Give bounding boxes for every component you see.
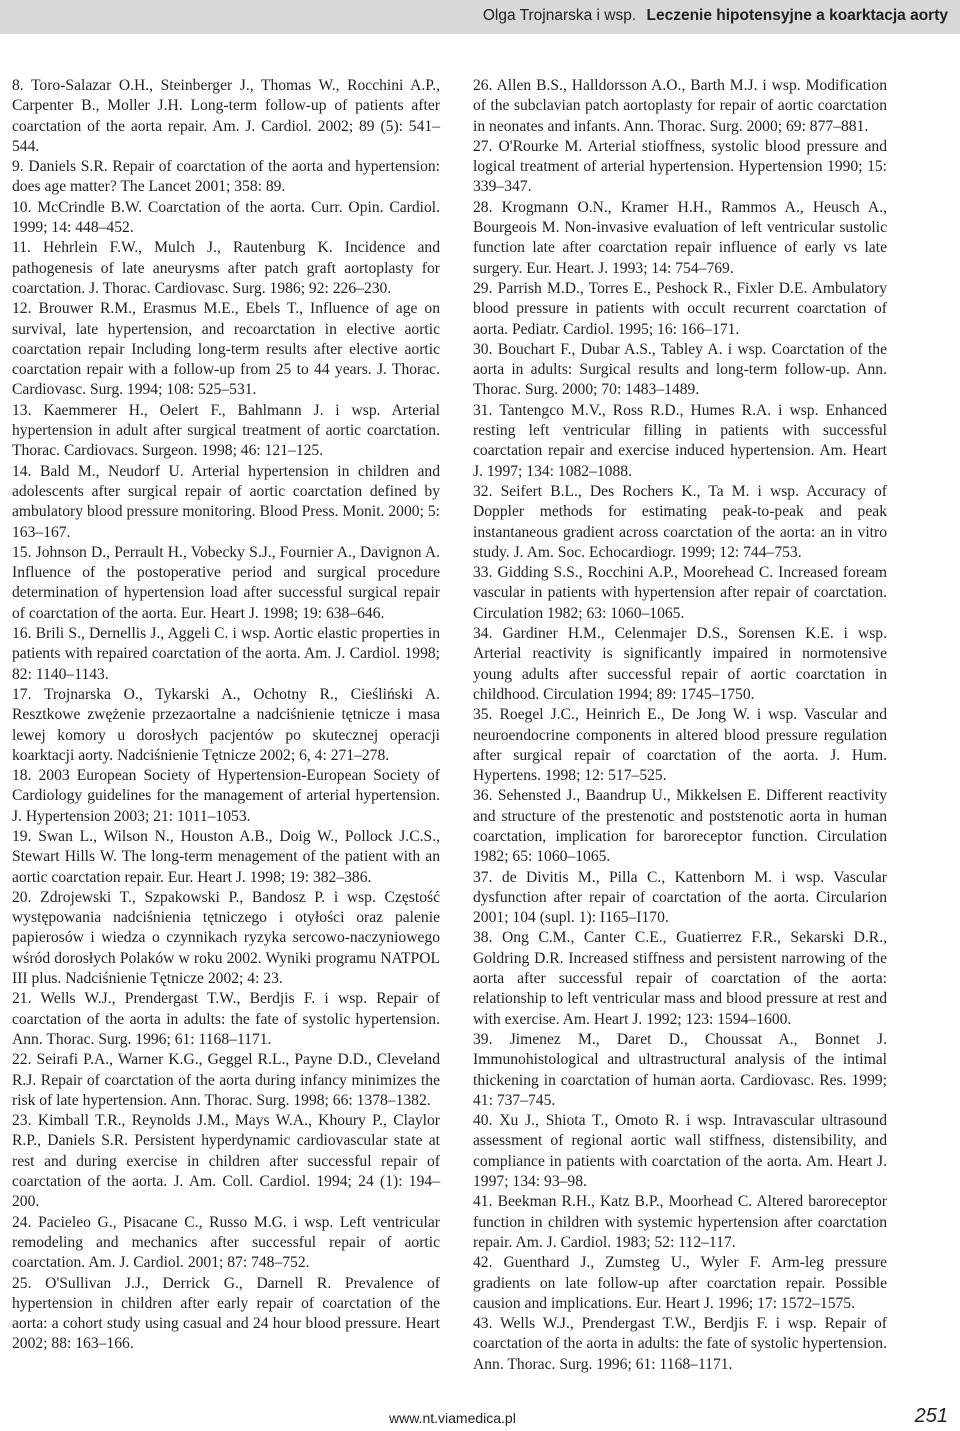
running-header	[0, 0, 960, 34]
reference-item: 33. Gidding S.S., Rocchini A.P., Moorehead C. Increased foream vascular in patients with hypertension after repair of coarctation. Circulation 1982; 63: 1060–1065.	[473, 564, 887, 622]
reference-item: 16. Brili S., Dernellis J., Aggeli C. i wsp. Aortic elastic properties in patients with repaired coarctation of the aorta. Am. J. Cardiol. 1998; 82: 1140–1143.	[12, 625, 440, 683]
reference-item: 42. Guenthard J., Zumsteg U., Wyler F. Arm-leg pressure gradients on late follow-up after coarctation repair. Possible causion and implications. Eur. Heart J. 1996; 17: 1572–1575.	[473, 1254, 887, 1312]
reference-item: 24. Pacieleo G., Pisacane C., Russo M.G. i wsp. Left ventricular remodeling and mechanics after successful repair of aortic coarctation. Am. J. Cardiol. 2001; 87: 748–752.	[12, 1213, 440, 1272]
running-header-text	[483, 7, 948, 25]
reference-item: 39. Jimenez M., Daret D., Choussat A., Bonnet J. Immunohistological and ultrastructural analysis of the intimal thickening in coarctation of human aorta. Cardiovasc. Res. 1999; 41: 737–745.	[473, 1030, 887, 1109]
reference-item: 15. Johnson D., Perrault H., Vobecky S.J., Fournier A., Davignon A. Influence of the postoperative period and surgical procedure determination of hypertension load after successful surgical repair of coarctation of the aorta. Eur. Heart J. 1998; 19: 638–646.	[12, 543, 440, 622]
reference-item: 23. Kimball T.R., Reynolds J.M., Mays W.A., Khoury P., Claylor R.P., Daniels S.R. Persistent hyperdynamic cardiovascular state at rest and during exercise in children after successful repair of coarctation of the aorta. J. Am. Coll. Cardiol. 1994; 24 (1): 194–200.	[12, 1112, 440, 1211]
reference-item: 27. O'Rourke M. Arterial stioffness, systolic blood pressure and logical treatment of arterial hypertension. Hypertension 1990; 15: 339–347.	[473, 137, 887, 196]
reference-item: 13. Kaemmerer H., Oelert F., Bahlmann J. i wsp. Arterial hypertension in adult after surgical treatment of aortic coarctation. Thorac. Cardiovacs. Surgeon. 1998; 46: 121–125.	[12, 401, 440, 460]
journal-url: www.nt.viamedica.pl	[389, 1410, 516, 1426]
reference-item: 29. Parrish M.D., Torres E., Peshock R., Fixler D.E. Ambulatory blood pressure in patients with occult recurrent coarctation of aorta. Pediatr. Cardiol. 1995; 16: 166–171.	[473, 279, 887, 338]
reference-item: 22. Seirafi P.A., Warner K.G., Geggel R.L., Payne D.D., Cleveland R.J. Repair of coarctation of the aorta during infancy minimizes the risk of late hypertension. Ann. Thorac. Surg. 1998; 66: 1378–1382.	[12, 1051, 440, 1109]
reference-item: 40. Xu J., Shiota T., Omoto R. i wsp. Intravascular ultrasound assessment of regional aortic wall stiffness, distensibility, and compliance in patients with coarctation of the aorta. Am. Heart J. 1997; 134: 93–98.	[473, 1112, 887, 1191]
reference-item: 34. Gardiner H.M., Celenmajer D.S., Sorensen K.E. i wsp. Arterial reactivity is significantly impaired in normotensive young adults after successful repair of aortic coarctation in childhood. Circulation 1994; 89: 1745–1750.	[473, 625, 887, 703]
header-article-title: Leczenie hipotensyjne a koarktacja aorty	[646, 7, 948, 24]
reference-item: 18. 2003 European Society of Hypertension-European Society of Cardiology guidelines for the management of arterial hypertension. J. Hypertension 2003; 21: 1011–1053.	[12, 767, 440, 825]
reference-item: 14. Bald M., Neudorf U. Arterial hypertension in children and adolescents after surgical repair of aortic coarctation defined by ambulatory blood pressure monitoring. Blood Press. Monit. 2000; 5: 163–167.	[12, 462, 440, 541]
reference-item: 38. Ong C.M., Canter C.E., Guatierrez F.R., Sekarski D.R., Goldring D.R. Increased stiffness and persistent narrowing of the aorta after successful repair of coarctation of the aorta: relationship to left ventricular mass and blood pressure at rest and with exercise. Am. Heart J. 1992; 123: 1594–1600.	[473, 929, 887, 1028]
reference-item: 43. Wells W.J., Prendergast T.W., Berdjis F. i wsp. Repair of coarctation of the aorta in adults: the fate of systolic hypertension. Ann. Thorac. Surg. 1996; 61: 1168–1171.	[473, 1315, 887, 1373]
reference-item: 21. Wells W.J., Prendergast T.W., Berdjis F. i wsp. Repair of coarctation of the aorta in adults: the fate of systolic hypertension. Ann. Thorac. Surg. 1996; 61: 1168–1171.	[12, 990, 440, 1048]
reference-item: 17. Trojnarska O., Tykarski A., Ochotny R., Cieśliński A. Resztkowe zwężenie przezaortalne a nadciśnienie tętnicze i masa lewej komory u dorosłych pacjentów po skutecznej operacji koarktacji aorty. Nadciśnienie Tętnicze 2002; 6, 4: 271–278.	[12, 685, 440, 764]
references-left-column	[12, 76, 440, 1355]
reference-item: 30. Bouchart F., Dubar A.S., Tabley A. i wsp. Coarctation of the aorta in adults: Surgical results and long-term follow-up. Ann. Thorac. Surg. 2000; 70: 1483–1489.	[473, 340, 887, 399]
reference-item: 25. O'Sullivan J.J., Derrick G., Darnell R. Prevalence of hypertension in children after early repair of coarctation of the aorta: a cohort study using casual and 24 hour blood pressure. Heart 2002; 88: 163–166.	[12, 1274, 440, 1353]
reference-item: 41. Beekman R.H., Katz B.P., Moorhead C. Altered baroreceptor function in children with systemic hypertension after coarctation repair. Am. J. Cardiol. 1983; 52: 112–117.	[473, 1193, 887, 1251]
reference-item: 8. Toro-Salazar O.H., Steinberger J., Thomas W., Rocchini A.P., Carpenter B., Moller J.H. Long-term follow-up of patients after coarctation of the aorta repair. Am. J. Cardiol. 2002; 89 (5): 541–544.	[12, 77, 440, 155]
reference-item: 36. Sehensted J., Baandrup U., Mikkelsen E. Different reactivity and structure of the prestenotic and poststenotic aorta in human coarctation, implication for baroreceptor function. Circulation 1982; 65: 1060–1065.	[473, 787, 887, 866]
reference-item: 37. de Divitis M., Pilla C., Kattenborn M. i wsp. Vascular dysfunction after repair of coarctation of the aorta. Circularion 2001; 104 (supl. 1): I165–I170.	[473, 868, 887, 927]
reference-item: 19. Swan L., Wilson N., Houston A.B., Doig W., Pollock J.C.S., Stewart Hills W. The long-term menagement of the patient with an aortic coarctation repair. Eur. Heart J. 1998; 19: 382–386.	[12, 827, 440, 886]
references-right-column	[473, 76, 887, 1375]
reference-item: 35. Roegel J.C., Heinrich E., De Jong W. i wsp. Vascular and neuroendocrine components in altered blood pressure regulation after surgical repair of coarctation of the aorta. J. Hum. Hypertens. 1998; 12: 517–525.	[473, 706, 887, 785]
reference-item: 26. Allen B.S., Halldorsson A.O., Barth M.J. i wsp. Modification of the subclavian patch aortoplasty for repair of aortic coarctation in neonates and infants. Ann. Thorac. Surg. 2000; 69: 877–881.	[473, 77, 887, 135]
header-authors: Olga Trojnarska i wsp.	[482, 7, 637, 24]
page-number: 251	[914, 1405, 948, 1427]
reference-item: 9. Daniels S.R. Repair of coarctation of the aorta and hypertension: does age matter? The Lancet 2001; 358: 89.	[12, 158, 440, 196]
reference-item: 20. Zdrojewski T., Szpakowski P., Bandosz P. i wsp. Częstość występowania nadciśnienia tętniczego i otyłości oraz palenie papierosów i wiedza o czynnikach ryzyka sercowo-naczyniowego wśród dorosłych Polaków w roku 2002. Wyniki programu NATPOL III plus. Nadciśnienie Tętnicze 2002; 4: 23.	[12, 888, 440, 988]
reference-item: 12. Brouwer R.M., Erasmus M.E., Ebels T., Influence of age on survival, late hypertension, and recoarctation in elective aortic coarctation repair Including long-term results after elective aortic coarctation repair with a follow-up from 25 to 44 years. J. Thorac. Cardiovasc. Surg. 1994; 108: 525–531.	[12, 300, 440, 399]
reference-item: 32. Seifert B.L., Des Rochers K., Ta M. i wsp. Accuracy of Doppler methods for estimating peak-to-peak and peak instantaneous gradient across coarctation of the aorta: an in vitro study. J. Am. Soc. Echocardiogr. 1999; 12: 744–753.	[473, 482, 887, 561]
reference-item: 10. McCrindle B.W. Coarctation of the aorta. Curr. Opin. Cardiol. 1999; 14: 448–452.	[12, 198, 440, 237]
reference-item: 28. Krogmann O.N., Kramer H.H., Rammos A., Heusch A., Bourgeois M. Non-invasive evaluation of left ventricular sustolic function late after coarctation repair influence of early vs late surgery. Eur. Heart. J. 1993; 14: 754–769.	[473, 198, 887, 277]
reference-item: 11. Hehrlein F.W., Mulch J., Rautenburg K. Incidence and pathogenesis of late aneurysms after patch graft aortoplasty for coarctation. J. Thorac. Cardiovasc. Surg. 1986; 92: 226–230.	[12, 239, 440, 297]
reference-item: 31. Tantengco M.V., Ross R.D., Humes R.A. i wsp. Enhanced resting left ventricular filling in patients with successful coarctation repair and exercise induced hypertension. Am. Heart J. 1997; 134: 1082–1088.	[473, 401, 887, 480]
